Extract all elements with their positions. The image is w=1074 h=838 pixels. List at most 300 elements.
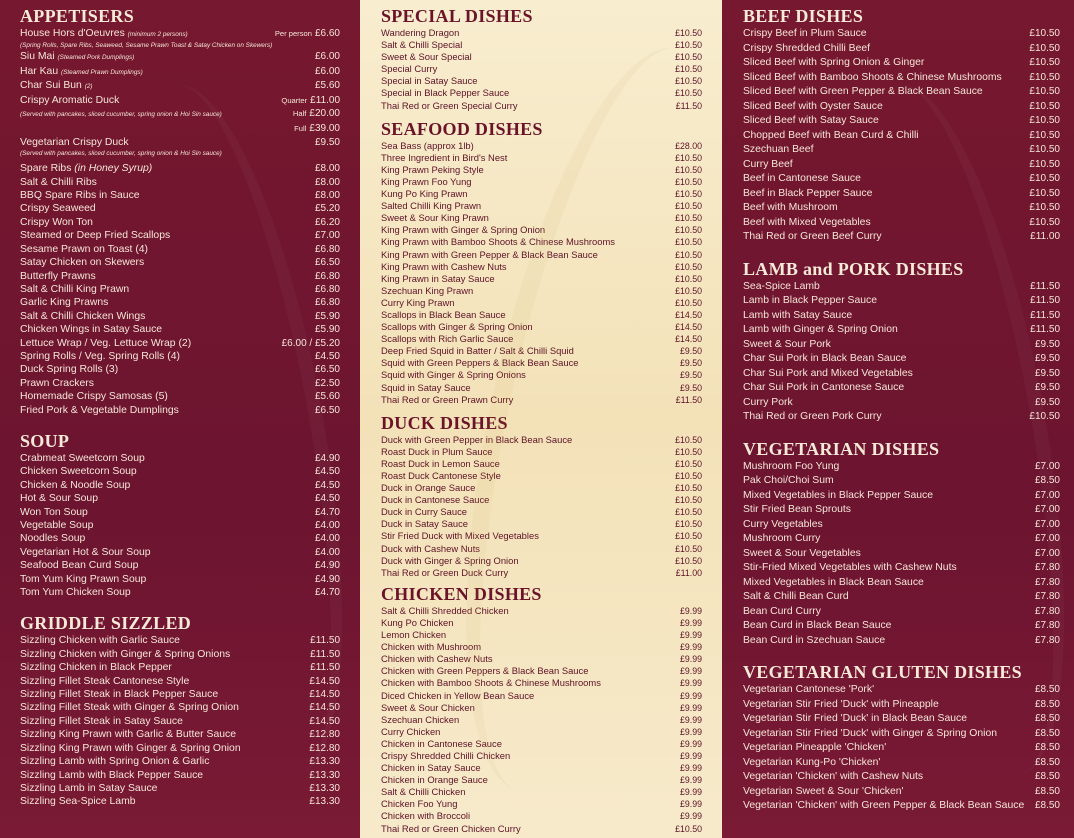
item-price: £7.80	[1034, 605, 1060, 617]
menu-item	[381, 530, 702, 542]
menu-item	[381, 774, 702, 786]
menu-item	[743, 712, 1060, 727]
menu-item	[381, 641, 702, 653]
menu-item	[20, 216, 340, 229]
item-price: £11.50	[1030, 295, 1060, 306]
item-price: £6.80	[314, 283, 340, 295]
menu-item	[743, 474, 1060, 489]
menu-item	[20, 189, 340, 202]
item-name: Vegetarian Stir Fried 'Duck' with Ginger & Spring Onion	[743, 727, 998, 739]
item-price: £7.80	[1034, 576, 1060, 588]
menu-item	[381, 458, 702, 470]
item-name: Hot & Sour Soup	[20, 493, 98, 505]
left-column	[0, 0, 360, 838]
item-name: Homemade Crispy Samosas (5)	[20, 391, 168, 403]
menu-item	[20, 337, 340, 350]
menu-item	[20, 519, 340, 532]
menu-item	[743, 338, 1060, 353]
item-price: £10.50	[675, 285, 702, 296]
item-name: Sizzling Fillet Steak in Satay Sauce	[20, 715, 183, 727]
menu-item	[381, 236, 702, 248]
beef-items	[743, 27, 1060, 245]
appetisers-items	[20, 176, 340, 417]
item-price: £10.50	[675, 273, 702, 284]
item-price: £6.80	[314, 270, 340, 282]
item-price: £5.60	[314, 391, 340, 403]
item-name: Won Ton Soup	[20, 506, 88, 518]
item-price: £13.30	[309, 782, 340, 794]
menu-item	[743, 100, 1060, 115]
item-price: £9.99	[679, 642, 702, 653]
menu-item	[381, 714, 702, 726]
menu-item	[743, 381, 1060, 396]
griddle-section	[20, 613, 340, 808]
item-name: Sea-Spice Lamb	[743, 280, 820, 292]
menu-item	[381, 249, 702, 261]
menu-item	[381, 567, 702, 579]
item-price: £4.50	[314, 350, 340, 362]
item-name: Chicken with Green Peppers & Black Bean Sauce	[381, 665, 589, 677]
menu-item	[381, 738, 702, 750]
item-price: £8.50	[1034, 727, 1060, 739]
menu-item	[381, 786, 702, 798]
seafood-title: SEAFOOD DISHES	[381, 118, 543, 139]
menu-item	[381, 543, 702, 555]
menu-item	[20, 715, 340, 728]
menu-item	[381, 518, 702, 530]
item-price: £7.80	[1034, 620, 1060, 631]
item-name: Chicken in Cantonese Sauce	[381, 737, 502, 749]
item-price: £7.00	[314, 230, 340, 242]
item-name: BBQ Spare Ribs in Sauce	[20, 190, 140, 202]
menu-item	[381, 285, 702, 297]
item-name: Char Sui Pork in Black Bean Sauce	[743, 353, 907, 364]
item-price: £8.50	[1034, 785, 1060, 797]
menu-item	[381, 629, 702, 641]
menu-item	[381, 357, 702, 369]
item-price: £10.50	[1029, 129, 1060, 141]
menu-item	[743, 561, 1060, 576]
menu-item	[381, 677, 702, 689]
item-name: Sizzling Lamb with Spring Onion & Garlic	[20, 756, 210, 768]
item-name: Diced Chicken in Yellow Bean Sauce	[381, 689, 535, 701]
item-price: £28.00	[675, 140, 702, 151]
item-price: £10.50	[675, 64, 702, 75]
item-note: (minimum 2 persons)	[127, 31, 188, 38]
menu-item	[381, 39, 702, 51]
menu-item	[20, 202, 340, 215]
item-price: £14.50	[309, 689, 340, 701]
item-price: £8.50	[1034, 475, 1060, 486]
menu-item	[743, 280, 1060, 295]
menu-item	[743, 799, 1060, 814]
item-name: Kung Po Chicken	[381, 616, 454, 628]
menu-item	[743, 294, 1060, 309]
item-name: Squid with Green Peppers & Black Bean Sauce	[381, 357, 579, 369]
item-name: Crispy Aromatic Duck	[20, 94, 120, 106]
menu-item	[381, 470, 702, 482]
item-name: Satay Chicken on Skewers	[20, 257, 145, 269]
item-price: £6.80	[314, 297, 340, 309]
item-price: £9.50	[1034, 338, 1060, 350]
item-price: £11.50	[310, 648, 340, 660]
special-items	[381, 27, 702, 112]
item-name: Three Ingredient in Bird's Nest	[381, 151, 508, 163]
item-price: £7.80	[1034, 634, 1060, 646]
item-name: Lamb with Ginger & Spring Onion	[743, 324, 898, 335]
item-name: Vegetarian Hot & Sour Soup	[20, 546, 151, 558]
menu-item	[20, 532, 340, 545]
menu-item	[743, 129, 1060, 144]
menu-item	[381, 309, 702, 321]
item-price: £10.50	[675, 507, 702, 518]
menu-item	[20, 283, 340, 296]
item-price: £9.99	[679, 702, 702, 713]
menu-item	[381, 506, 702, 518]
item-price: £5.60	[314, 80, 340, 92]
item-name: Scallops in Black Bean Sauce	[381, 308, 506, 320]
item-price: £4.90	[314, 560, 340, 572]
item-name: Wandering Dragon	[381, 27, 460, 38]
menu-item-subtext	[20, 41, 340, 50]
item-price: £10.50	[1029, 71, 1060, 83]
item-name: Lettuce Wrap / Veg. Lettuce Wrap (2)	[20, 337, 192, 349]
item-price: £9.99	[679, 617, 702, 628]
item-price: £11.50	[310, 662, 340, 674]
item-price: £9.99	[679, 738, 702, 749]
item-price: £11.50	[1030, 280, 1060, 292]
item-price: £11.50	[675, 394, 702, 405]
item-price: £9.99	[679, 678, 702, 689]
item-name: Sizzling Chicken in Black Pepper	[20, 662, 172, 674]
item-price: £4.00	[314, 533, 340, 545]
item-price: £9.99	[679, 666, 702, 677]
item-name: Mushroom Foo Yung	[743, 460, 840, 472]
menu-item	[20, 79, 340, 93]
special-title: SPECIAL DISHES	[381, 6, 533, 26]
menu-item	[20, 229, 340, 242]
item-price: £10.50	[1029, 173, 1060, 184]
item-price: £4.90	[314, 573, 340, 585]
item-name: Sliced Beef with Satay Sauce	[743, 115, 879, 126]
griddle-title: GRIDDLE SIZZLED	[20, 613, 192, 634]
item-price: £12.80	[309, 729, 340, 741]
appetisers-title: APPETISERS	[20, 6, 135, 26]
menu-item	[743, 352, 1060, 367]
menu-item	[20, 243, 340, 256]
menu-item	[20, 648, 340, 661]
item-name: Sizzling Chicken with Ginger & Spring Onions	[20, 648, 231, 660]
item-price: £10.50	[675, 88, 702, 99]
item-price: £8.50	[1034, 684, 1060, 695]
menu-item	[743, 518, 1060, 533]
item-name: Chopped Beef with Bean Curd & Chilli	[743, 129, 919, 141]
item-name: Salt & Chilli King Prawn	[20, 283, 130, 295]
item-price: £9.99	[679, 630, 702, 641]
item-name: Spring Rolls / Veg. Spring Rolls (4)	[20, 350, 180, 362]
item-price: £6.00 / £5.20	[281, 337, 340, 349]
menu-item	[20, 795, 340, 808]
item-name: Beef in Black Pepper Sauce	[743, 187, 873, 199]
item-name: Stir-Fried Mixed Vegetables with Cashew Nuts	[743, 562, 957, 573]
item-name: Char Sui Pork in Cantonese Sauce	[743, 382, 905, 393]
seafood-items	[381, 140, 702, 406]
item-name: Curry Pork	[743, 396, 793, 408]
menu-item	[743, 56, 1060, 71]
item-price: £10.50	[675, 434, 702, 445]
item-name: Thai Red or Green Beef Curry	[743, 231, 882, 242]
item-price: £7.80	[1034, 562, 1060, 573]
menu-item	[381, 273, 702, 285]
menu-item	[381, 726, 702, 738]
menu-item	[20, 559, 340, 572]
item-price: £10.50	[675, 297, 702, 308]
menu-item	[20, 176, 340, 189]
item-price: £4.50	[314, 493, 340, 505]
item-price: £9.50	[679, 382, 702, 393]
item-price: £8.50	[1034, 756, 1060, 768]
item-name: Sizzling Lamb with Black Pepper Sauce	[20, 769, 204, 781]
menu-item	[381, 345, 702, 357]
menu-item	[381, 333, 702, 345]
item-name: Thai Red or Green Prawn Curry	[381, 393, 514, 405]
menu-item	[743, 785, 1060, 800]
menu-item	[381, 27, 702, 39]
item-description: (Spring Rolls, Spare Ribs, Seaweed, Sesame Prawn Toast & Satay Chicken on Skewers)	[20, 42, 273, 50]
item-name: Beef in Cantonese Sauce	[743, 173, 861, 184]
menu-item	[381, 434, 702, 446]
item-price: £14.50	[675, 322, 702, 333]
item-price: £9.50	[1034, 382, 1060, 393]
item-name: Duck Spring Rolls (3)	[20, 364, 119, 376]
item-price: £8.00	[314, 190, 340, 202]
item-description: (Served with pancakes, sliced cucumber, spring onion & Hoi Sin sauce)	[20, 150, 222, 158]
item-name: Chicken with Mushroom	[381, 641, 482, 653]
item-price: £6.60	[314, 28, 340, 39]
item-name: Vegetarian Sweet & Sour 'Chicken'	[743, 785, 904, 797]
item-name: Sizzling Sea-Spice Lamb	[20, 796, 136, 808]
item-name: Special Curry	[381, 63, 438, 75]
item-name: Crispy Won Ton	[20, 216, 93, 228]
item-price: £10.50	[675, 543, 702, 554]
item-name: Kung Po King Prawn	[381, 188, 468, 200]
item-price: £10.50	[675, 189, 702, 200]
item-name: Crabmeat Sweetcorn Soup	[20, 452, 145, 464]
beef-section	[743, 6, 1060, 245]
item-name: King Prawn with Cashew Nuts	[381, 260, 507, 272]
item-price: £4.00	[314, 520, 340, 531]
menu-item	[20, 465, 340, 478]
menu-item	[381, 394, 702, 406]
item-price: £7.00	[1034, 518, 1060, 530]
menu-item	[20, 256, 340, 269]
item-price: £9.99	[679, 690, 702, 701]
item-price: £9.99	[679, 811, 702, 822]
item-price: £5.90	[314, 324, 340, 336]
menu-item	[20, 688, 340, 701]
item-price: £10.50	[675, 446, 702, 457]
item-name: Chicken with Cashew Nuts	[381, 653, 493, 665]
menu-item	[20, 136, 340, 149]
menu-item	[20, 94, 340, 107]
item-price: £10.50	[1029, 57, 1060, 68]
item-price: £6.80	[314, 243, 340, 255]
item-name: Mixed Vegetables in Black Bean Sauce	[743, 576, 924, 588]
vegetarian-gluten-items	[743, 683, 1060, 814]
item-name: Vegetarian 'Chicken' with Cashew Nuts	[743, 771, 924, 782]
menu-item	[743, 634, 1060, 649]
item-name: Salt & Chilli Special	[381, 39, 463, 51]
item-name: Squid with Ginger & Spring Onions	[381, 369, 526, 381]
menu-item	[381, 690, 702, 702]
menu-item	[20, 586, 340, 599]
item-name: Bean Curd in Black Bean Sauce	[743, 620, 892, 631]
item-name: Sliced Beef with Spring Onion & Ginger	[743, 57, 925, 68]
item-price: £9.99	[679, 654, 702, 665]
menu-item	[20, 50, 340, 64]
menu-item	[381, 446, 702, 458]
menu-item	[381, 297, 702, 309]
item-price: £10.50	[675, 164, 702, 175]
item-description: (Served with pancakes, sliced cucumber, spring onion & Hoi Sin sauce)	[20, 111, 222, 119]
menu-item	[20, 546, 340, 559]
menu-item-subtext	[20, 149, 340, 158]
item-price: £13.30	[309, 769, 340, 781]
item-name: Vegetarian Pineapple 'Chicken'	[743, 742, 887, 753]
menu-item	[381, 823, 702, 835]
item-name: Sizzling Lamb in Satay Sauce	[20, 782, 158, 794]
item-price: £10.50	[1029, 42, 1060, 54]
item-name: Duck in Orange Sauce	[381, 482, 476, 494]
menu-item	[743, 727, 1060, 742]
menu-item	[381, 75, 702, 87]
menu-item	[743, 114, 1060, 129]
menu-item	[743, 216, 1060, 231]
item-price: £7.00	[1034, 460, 1060, 472]
item-note: (2)	[84, 83, 93, 91]
soup-title: SOUP	[20, 430, 70, 451]
item-name: Sea Bass (approx 1lb)	[381, 139, 474, 151]
item-name: Szechuan King Prawn	[381, 284, 474, 296]
item-name: Salt & Chilli Ribs	[20, 176, 97, 188]
lamb-pork-items	[743, 280, 1060, 425]
menu-item	[381, 164, 702, 176]
item-name: Special in Satay Sauce	[381, 75, 478, 87]
item-price: £10.50	[675, 40, 702, 51]
menu-item	[381, 702, 702, 714]
item-name: Bean Curd in Szechuan Sauce	[743, 634, 886, 646]
item-note: (Steamed Prawn Dumplings)	[61, 68, 143, 76]
item-price: £10.50	[1029, 216, 1060, 228]
item-name: Lamb with Satay Sauce	[743, 309, 853, 321]
item-name: Vegetarian Crispy Duck	[20, 136, 129, 148]
menu-item	[743, 619, 1060, 634]
item-price: £10.50	[675, 249, 702, 260]
item-price: £8.50	[1034, 742, 1060, 753]
item-price: £9.99	[679, 799, 702, 810]
menu-item	[20, 492, 340, 505]
item-name: King Prawn with Ginger & Spring Onion	[381, 224, 546, 236]
menu-item	[743, 230, 1060, 245]
item-price: £8.50	[1034, 800, 1060, 811]
seafood-section	[381, 119, 702, 406]
menu-item	[743, 143, 1060, 158]
item-price: £9.50	[1034, 367, 1060, 379]
item-price: £4.50	[314, 479, 340, 491]
item-price: £9.50	[679, 370, 702, 381]
menu-item	[381, 188, 702, 200]
item-name: Sliced Beef with Oyster Sauce	[743, 100, 883, 112]
item-price: £10.50	[1029, 115, 1060, 126]
menu-item	[20, 701, 340, 714]
appetisers-list	[20, 27, 340, 176]
item-name: Garlic King Prawns	[20, 297, 109, 309]
item-price: £10.50	[675, 495, 702, 506]
appetisers-section	[20, 6, 340, 417]
item-name: King Prawn in Satay Sauce	[381, 272, 495, 284]
item-name: Sesame Prawn on Toast (4)	[20, 243, 149, 255]
item-price: £5.90	[314, 310, 340, 322]
item-price: £10.50	[675, 555, 702, 566]
price-label: Quarter	[281, 95, 308, 105]
item-price: £9.99	[679, 726, 702, 737]
lamb-pork-section	[743, 259, 1060, 425]
item-name: Roast Duck in Plum Sauce	[381, 445, 493, 457]
item-price: £10.50	[675, 237, 702, 248]
item-name: Thai Red or Green Pork Curry	[743, 411, 882, 422]
menu-item	[381, 212, 702, 224]
chicken-title: CHICKEN DISHES	[381, 583, 542, 604]
item-name: Chicken & Noodle Soup	[20, 479, 131, 491]
item-price: £10.50	[675, 52, 702, 63]
menu-item	[743, 770, 1060, 785]
item-price: £12.80	[309, 742, 340, 754]
menu-item	[743, 85, 1060, 100]
item-name: Char Sui Bun	[20, 80, 82, 92]
menu-item	[381, 321, 702, 333]
item-name: Vegetarian Kung-Po 'Chicken'	[743, 756, 881, 768]
item-name: Special in Black Pepper Sauce	[381, 87, 510, 99]
item-name: Curry Beef	[743, 158, 793, 170]
item-name: Thai Red or Green Special Curry	[381, 99, 518, 111]
item-price: £20.00	[309, 108, 340, 120]
menu-item	[20, 479, 340, 492]
item-price: £11.00	[675, 567, 702, 578]
item-name: Har Kau	[20, 65, 59, 77]
item-name: Fried Pork & Vegetable Dumplings	[20, 404, 179, 416]
price-label: Per person	[274, 29, 312, 38]
menu-item	[743, 158, 1060, 173]
vegetarian-title: VEGETARIAN DISHES	[743, 438, 940, 459]
item-name: Crispy Shredded Chilli Chicken	[381, 749, 511, 761]
item-name: Salt & Chilli Shredded Chicken	[381, 604, 509, 616]
item-name: King Prawn Foo Yung	[381, 175, 472, 187]
menu-item	[743, 27, 1060, 42]
menu-item	[381, 482, 702, 494]
item-price: £7.00	[1034, 547, 1060, 559]
item-name: Curry Chicken	[381, 725, 441, 737]
item-price: £10.50	[1029, 100, 1060, 112]
item-price: £6.50	[314, 404, 340, 416]
item-price: £10.50	[675, 201, 702, 212]
item-price: £10.50	[1029, 202, 1060, 213]
item-name: King Prawn with Bamboo Shoots & Chinese Mushrooms	[381, 236, 615, 248]
item-price: £8.50	[1034, 698, 1060, 710]
item-price: £10.50	[675, 458, 702, 469]
item-name: Sweet & Sour Vegetables	[743, 547, 861, 559]
item-price: £10.50	[1029, 144, 1060, 155]
menu-item-price-row	[20, 122, 340, 135]
